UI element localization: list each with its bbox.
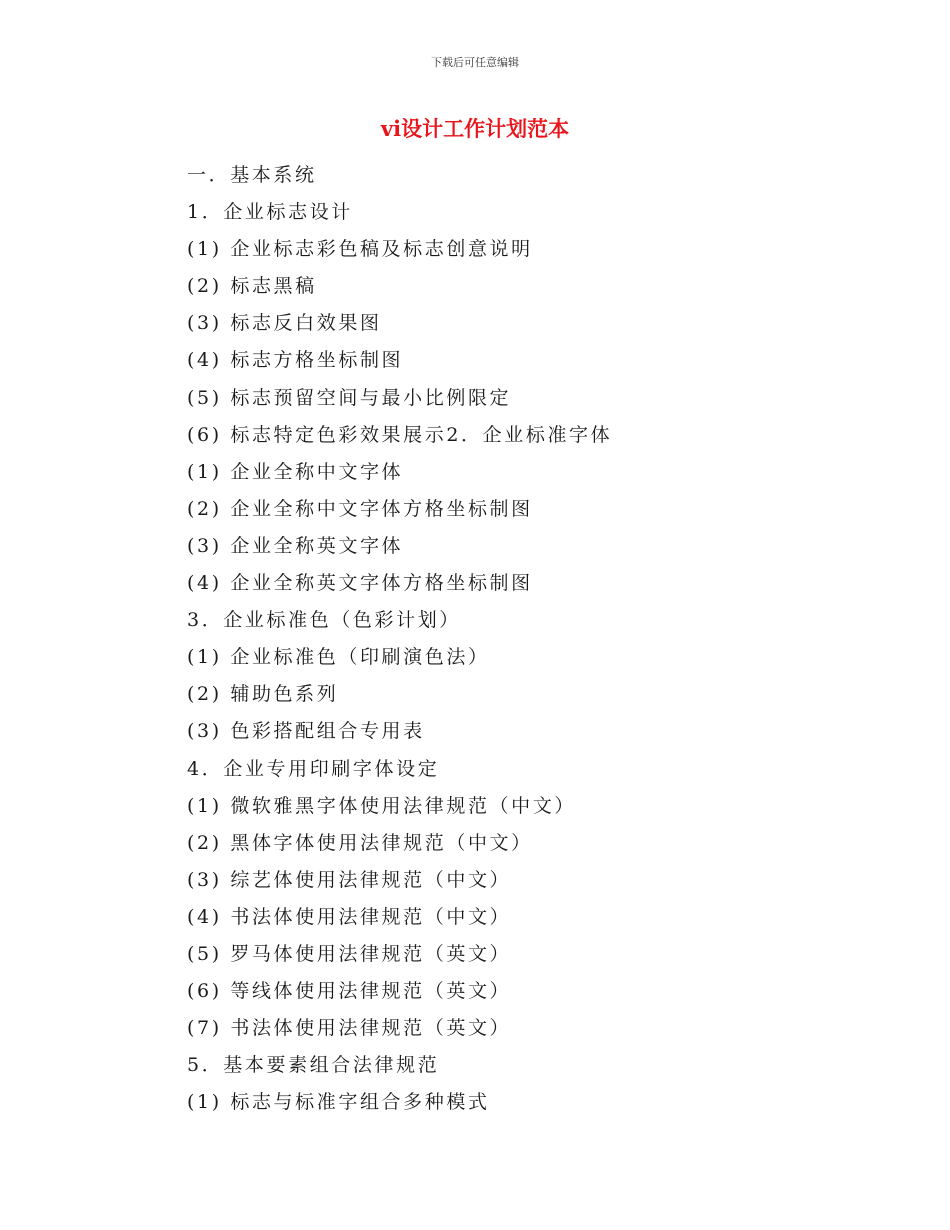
outline-line: (5) 标志预留空间与最小比例限定 [187, 386, 512, 409]
outline-line: (3) 标志反白效果图 [187, 312, 382, 335]
outline-line: (2) 辅助色系列 [187, 683, 339, 706]
document-title: vi设计工作计划范本 [380, 116, 570, 141]
outline-line: (1) 微软雅黑字体使用法律规范（中文） [187, 794, 576, 817]
outline-line: (1) 企业全称中文字体 [187, 460, 404, 483]
outline-line: 4．企业专用印刷字体设定 [187, 757, 440, 780]
outline-line: (3) 综艺体使用法律规范（中文） [187, 868, 512, 891]
outline-line: (4) 企业全称英文字体方格坐标制图 [187, 572, 533, 595]
outline-line: (5) 罗马体使用法律规范（英文） [187, 942, 512, 965]
page-header-note: 下载后可任意编辑 [431, 56, 519, 69]
outline-line: (1) 企业标准色（印刷演色法） [187, 646, 490, 669]
outline-line: (4) 标志方格坐标制图 [187, 349, 404, 372]
document-outline [187, 157, 827, 1121]
outline-line: (7) 书法体使用法律规范（英文） [187, 1017, 512, 1040]
outline-line: (3) 色彩搭配组合专用表 [187, 720, 425, 743]
outline-line: (2) 标志黑稿 [187, 275, 317, 298]
outline-line: (2) 黑体字体使用法律规范（中文） [187, 831, 533, 854]
outline-line: (2) 企业全称中文字体方格坐标制图 [187, 497, 533, 520]
outline-line: (1) 企业标志彩色稿及标志创意说明 [187, 238, 533, 261]
outline-line: (6) 标志特定色彩效果展示2．企业标准字体 [187, 423, 613, 446]
outline-line: 1．企业标志设计 [187, 201, 353, 224]
outline-line: (3) 企业全称英文字体 [187, 534, 404, 557]
outline-line: 3．企业标准色（色彩计划） [187, 609, 461, 632]
outline-line: (4) 书法体使用法律规范（中文） [187, 905, 512, 928]
outline-line: 一．基本系统 [187, 164, 317, 186]
outline-line: (6) 等线体使用法律规范（英文） [187, 980, 512, 1003]
outline-line: (1) 标志与标准字组合多种模式 [187, 1091, 490, 1114]
outline-line: 5．基本要素组合法律规范 [187, 1054, 440, 1077]
